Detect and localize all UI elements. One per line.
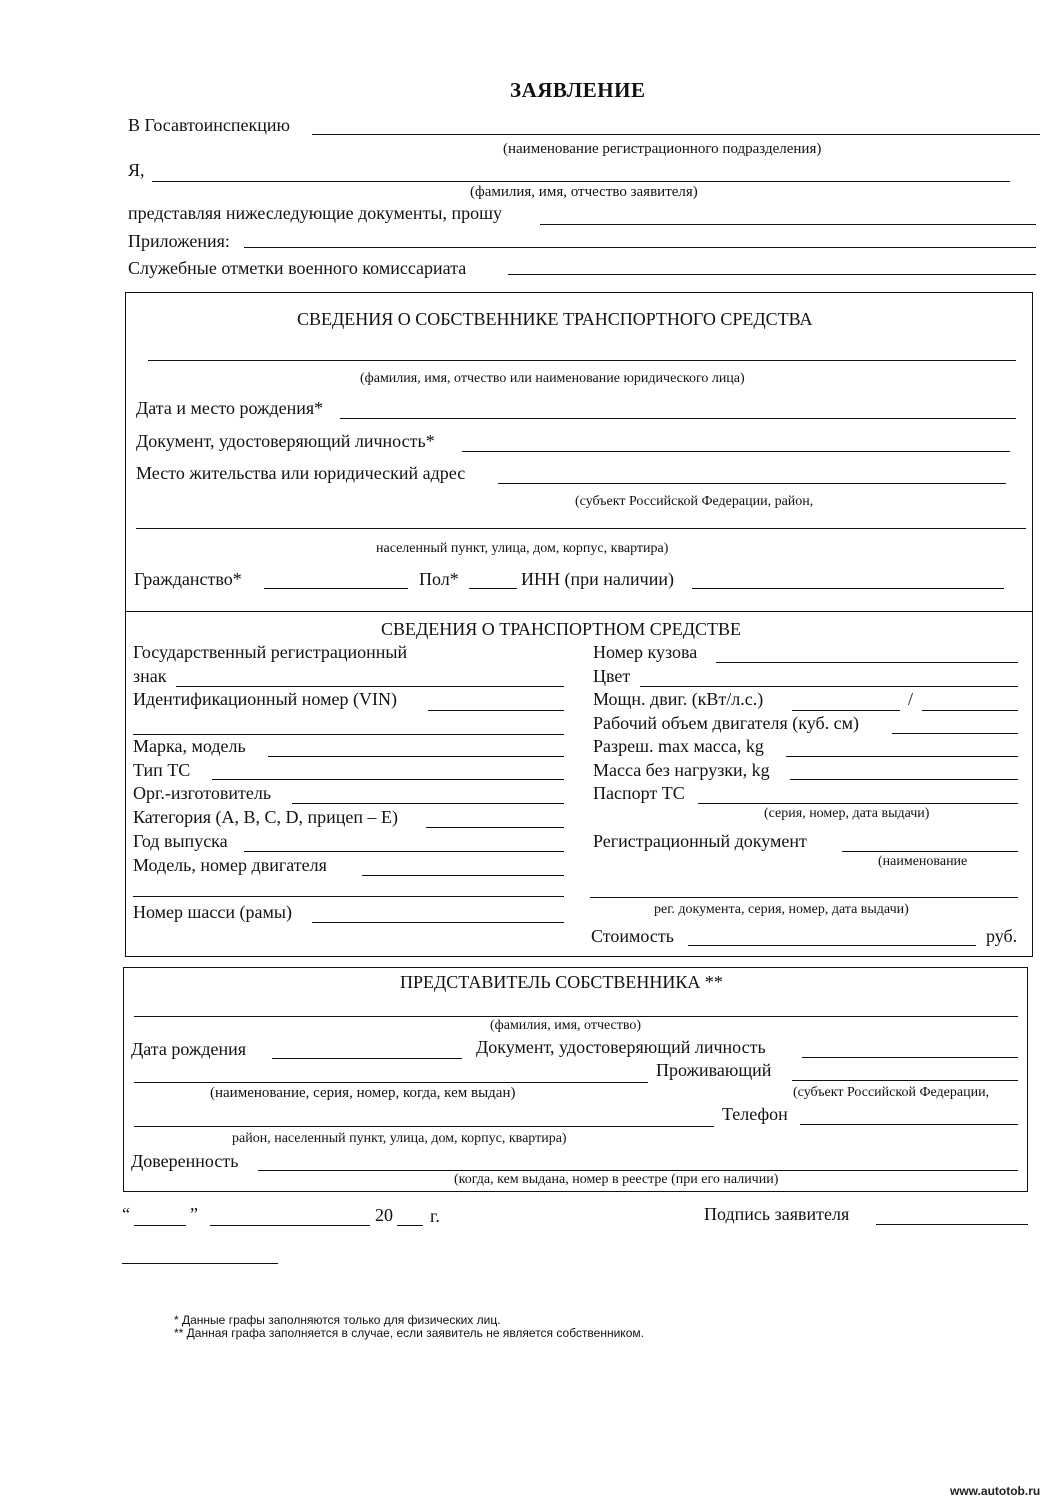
rep-region-hint: (субъект Российской Федерации, [793,1085,990,1100]
empty-mass-label: Масса без нагрузки, kg [593,760,770,780]
phone-label: Телефон [722,1104,788,1124]
engine-label: Модель, номер двигателя [133,855,327,875]
cost-field[interactable] [688,945,976,946]
owner-birth-label: Дата и место рождения* [136,398,324,418]
rep-id-hint: (наименование, серия, номер, когда, кем выдан) [210,1085,516,1101]
military-label: Служебные отметки военного комиссариата [128,258,467,278]
owner-id-label: Документ, удостоверяющий личность* [136,431,435,451]
color-field[interactable] [640,686,1018,687]
type-label: Тип ТС [133,760,191,780]
rep-id-field[interactable] [802,1057,1018,1058]
power-label: Мощн. двиг. (кВт/л.с.) [593,689,764,709]
engine-field[interactable] [362,875,564,876]
reg-doc-field-2[interactable] [590,897,1018,898]
passport-hint: (серия, номер, дата выдачи) [764,806,930,821]
owner-address-hint2: населенный пункт, улица, дом, корпус, квартира) [376,541,669,556]
power-kw-field[interactable] [792,710,900,711]
signature-field[interactable] [876,1224,1028,1225]
body-number-field[interactable] [716,662,1018,663]
page-title: ЗАЯВЛЕНИЕ [510,78,646,102]
owner-address-hint1: (субъект Российской Федерации, район, [575,494,814,509]
reg-doc-hint1: (наименование [878,854,968,869]
rep-name-hint: (фамилия, имя, отчество) [490,1018,642,1033]
type-field[interactable] [212,779,564,780]
category-label: Категория (А, В, С, D, прицеп – Е) [133,807,399,827]
date-year-prefix: 20 [375,1205,393,1225]
engine-field-2[interactable] [133,896,564,897]
make-model-field[interactable] [268,756,564,757]
reg-doc-hint2: рег. документа, серия, номер, дата выдачи) [654,902,909,917]
max-mass-label: Разреш. max масса, kg [593,736,764,756]
chassis-field[interactable] [312,922,564,923]
reg-sign-field[interactable] [176,686,564,687]
applicant-label: Я, [128,160,145,180]
owner-heading: СВЕДЕНИЯ О СОБСТВЕННИКЕ ТРАНСПОРТНОГО СРЕДСТВА [297,309,813,329]
proxy-field[interactable] [258,1170,1018,1171]
applicant-name-field[interactable] [152,181,1010,182]
date-quote-close: ” [190,1204,198,1224]
passport-field[interactable] [698,803,1018,804]
vin-label: Идентификационный номер (VIN) [133,689,397,709]
vin-field-2[interactable] [133,734,564,735]
chassis-label: Номер шасси (рамы) [133,902,292,922]
empty-mass-field[interactable] [790,779,1018,780]
attachments-label: Приложения: [128,231,230,251]
rep-id-label: Документ, удостоверяющий личность [476,1037,766,1057]
inn-field[interactable] [692,588,1004,589]
category-field[interactable] [426,827,564,828]
inn-label: ИНН (при наличии) [521,569,674,589]
attachments-field[interactable] [244,247,1036,248]
color-label: Цвет [593,666,631,686]
date-month-field[interactable] [210,1225,370,1226]
rep-address-hint: район, населенный пункт, улица, дом, корпус, квартира) [232,1131,567,1146]
rep-id-field-2[interactable] [134,1082,648,1083]
owner-name-hint: (фамилия, имя, отчество или наименование юридического лица) [360,371,745,386]
passport-label: Паспорт ТС [593,783,685,803]
footnote-1: * Данные графы заполняются только для физических лиц. [174,1313,501,1327]
representative-heading: ПРЕДСТАВИТЕЛЬ СОБСТВЕННИКА ** [400,972,723,992]
sex-label: Пол* [419,569,459,589]
owner-address-field2[interactable] [136,528,1026,529]
request-label: представляя нижеследующие документы, прошу [128,203,503,223]
proxy-hint: (когда, кем выдана, номер в реестре (при его наличии) [454,1172,779,1187]
applicant-name-hint: (фамилия, имя, отчество заявителя) [470,184,698,200]
reg-doc-field[interactable] [842,851,1018,852]
power-hp-field[interactable] [922,710,1018,711]
manufacturer-label: Орг.-изготовитель [133,783,272,803]
to-gai-label: В Госавтоинспекцию [128,115,290,135]
rep-name-field[interactable] [134,1016,1018,1017]
max-mass-field[interactable] [786,756,1018,757]
sex-field[interactable] [469,588,517,589]
date-quote-open: “ [122,1204,130,1224]
owner-name-field[interactable] [148,360,1016,361]
displacement-label: Рабочий объем двигателя (куб. см) [593,713,860,733]
citizenship-field[interactable] [264,588,408,589]
gai-department-hint: (наименование регистрационного подразделения) [503,141,822,157]
proxy-label: Доверенность [131,1151,239,1171]
request-field[interactable] [540,224,1036,225]
signature-label: Подпись заявителя [704,1204,850,1224]
residing-label: Проживающий [656,1060,772,1080]
date-year-field[interactable] [397,1225,423,1226]
body-number-label: Номер кузова [593,642,698,662]
military-field[interactable] [508,274,1036,275]
gai-department-field[interactable] [312,134,1040,135]
vehicle-heading: СВЕДЕНИЯ О ТРАНСПОРТНОМ СРЕДСТВЕ [381,619,742,639]
reg-sign-label: Государственный регистрационный [133,642,408,662]
footnote-separator [122,1263,278,1264]
date-year-suffix: г. [430,1206,440,1226]
currency-label: руб. [986,926,1018,946]
year-field[interactable] [244,851,564,852]
rep-birth-label: Дата рождения [131,1039,247,1059]
citizenship-label: Гражданство* [134,569,242,589]
displacement-field[interactable] [892,733,1018,734]
section-divider [125,611,1033,612]
make-model-label: Марка, модель [133,736,246,756]
owner-address-field[interactable] [498,483,1006,484]
power-separator: / [908,689,914,709]
vin-field[interactable] [428,710,564,711]
owner-id-field[interactable] [462,451,1010,452]
phone-field[interactable] [800,1124,1018,1125]
rep-birth-field[interactable] [272,1058,462,1059]
manufacturer-field[interactable] [292,803,564,804]
residing-field[interactable] [792,1080,1018,1081]
owner-birth-field[interactable] [340,418,1016,419]
reg-sign-label-2: знак [133,666,167,686]
rep-address-field[interactable] [134,1126,714,1127]
reg-doc-label: Регистрационный документ [593,831,807,851]
watermark-url: www.autotob.ru [950,1484,1041,1498]
owner-address-label: Место жительства или юридический адрес [136,463,466,483]
footnote-2: ** Данная графа заполняется в случае, если заявитель не является собственником. [174,1326,644,1340]
cost-label: Стоимость [591,926,674,946]
date-day-field[interactable] [134,1225,186,1226]
year-label: Год выпуска [133,831,228,851]
